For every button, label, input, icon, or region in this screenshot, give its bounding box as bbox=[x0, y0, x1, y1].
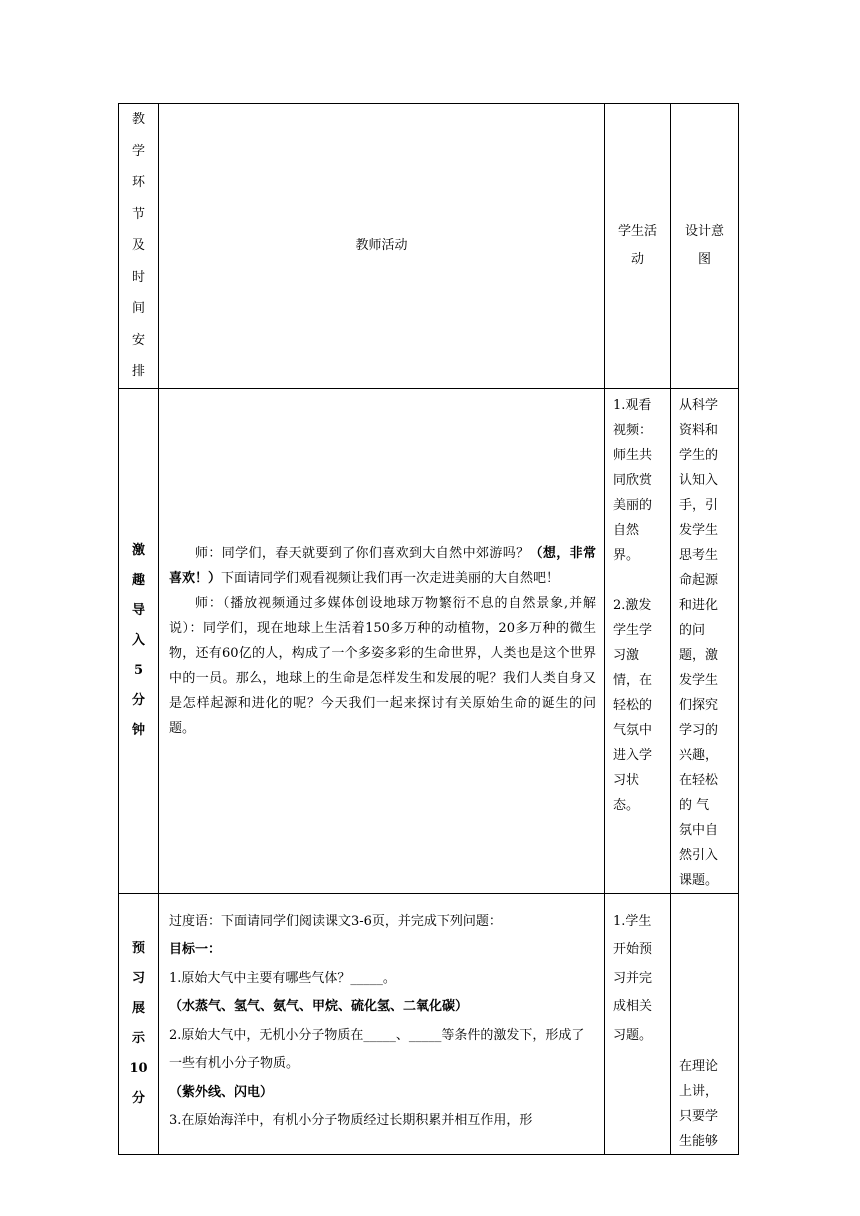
design-intent-preview bbox=[671, 893, 739, 1154]
design-intent-line: 生能够 bbox=[679, 1133, 719, 1149]
design-intent-intro bbox=[671, 388, 739, 893]
preview-line: （紫外线、闪电） bbox=[169, 1084, 274, 1100]
stage-cell-intro bbox=[119, 388, 159, 893]
student-activity-line: 同欣赏 bbox=[613, 472, 653, 488]
student-activity-line: 视频： bbox=[613, 422, 653, 438]
design-intent-line: 在理论 bbox=[679, 1058, 719, 1074]
lesson-plan-table bbox=[118, 103, 739, 1155]
teacher-paragraph bbox=[169, 541, 596, 591]
stage-char: 间 bbox=[131, 301, 145, 316]
teacher-paragraph: 师：（播放视频通过多媒体创设地球万物繁衍不息的自然景象,并解说）：同学们，现在地球上生活着150多万种的动植物，20多万种的微生物，还有60亿的人，构成了一个多姿多彩的生命世界，人类也是这个世界中的一员。那么，地球上的生命是怎样发生和发展的呢？我们人类自身又是怎样起源和进化的呢？今天我们一起来探讨有关原始生命的诞生的问题。 bbox=[169, 595, 596, 736]
stage-char: 及 bbox=[131, 238, 145, 253]
design-intent-line: 兴趣， bbox=[679, 747, 719, 763]
student-activity-line: 情，在 bbox=[613, 672, 653, 688]
design-intent-line: 发学生 bbox=[679, 672, 719, 688]
student-activity-line: 美丽的 bbox=[613, 497, 653, 513]
design-intent-line: 们探究 bbox=[679, 697, 719, 713]
stage-char: 入 bbox=[131, 632, 145, 648]
preview-line: 1.原始大气中主要有哪些气体？_____。 bbox=[169, 970, 396, 986]
header-design-intent bbox=[671, 104, 739, 389]
student-activity-line: 轻松的 bbox=[613, 697, 653, 713]
student-activity-line: 界。 bbox=[613, 547, 640, 563]
preview-line: 2.原始大气中，无机小分子物质在_____、_____等条件的激发下，形成了一些有机小分子物质。 bbox=[169, 1027, 585, 1071]
stage-char: 激 bbox=[131, 542, 145, 558]
table-row-preview bbox=[119, 893, 739, 1154]
header-design-line: 设计意 bbox=[684, 223, 724, 239]
student-activity-line: 师生共 bbox=[613, 447, 653, 463]
student-activity-intro bbox=[605, 388, 671, 893]
design-intent-line: 的 气 bbox=[679, 797, 710, 813]
stage-char: 分 bbox=[131, 1090, 145, 1106]
stage-char: 钟 bbox=[131, 722, 145, 738]
student-activity-line: 态。 bbox=[613, 797, 640, 813]
header-stage-cell bbox=[119, 104, 159, 389]
student-activity-line: 学生学 bbox=[613, 622, 653, 638]
stage-char: 10 bbox=[129, 1060, 148, 1076]
header-design-line: 图 bbox=[697, 251, 711, 267]
teacher-activity-intro bbox=[159, 388, 605, 893]
design-intent-line: 上讲， bbox=[679, 1083, 719, 1099]
preview-line: 3.在原始海洋中，有机小分子物质经过长期积累并相互作用，形 bbox=[169, 1113, 533, 1128]
design-intent-line: 在轻松 bbox=[679, 772, 719, 788]
student-activity-preview bbox=[605, 893, 671, 1154]
design-intent-line: 命起源 bbox=[679, 572, 719, 588]
student-activity-line: 习状 bbox=[613, 772, 640, 788]
student-activity-line: 1.观看 bbox=[613, 397, 652, 413]
student-activity-line bbox=[613, 568, 670, 593]
stage-char: 趣 bbox=[131, 572, 145, 588]
stage-char: 预 bbox=[131, 940, 145, 956]
preview-line: 过度语：下面请同学们阅读课文3-6页，并完成下列问题： bbox=[169, 913, 502, 929]
student-answer-text: （想，非常喜欢！） bbox=[169, 545, 596, 586]
design-intent-line: 的问 bbox=[679, 622, 706, 638]
design-intent-line: 思考生 bbox=[679, 547, 719, 563]
stage-char: 展 bbox=[131, 1000, 145, 1016]
teacher-text: 下面请同学们观看视频让我们再一次走进美丽的大自然吧！ bbox=[221, 570, 560, 586]
design-intent-line: 然引入 bbox=[679, 847, 719, 863]
design-intent-line: 和进化 bbox=[679, 597, 719, 613]
student-activity-line: 开始预 bbox=[613, 942, 653, 957]
table-row-intro bbox=[119, 388, 739, 893]
student-activity-line: 习激 bbox=[613, 647, 640, 663]
stage-char: 导 bbox=[131, 602, 145, 618]
teacher-text: 师：同学们，春天就要到了你们喜欢到大自然中郊游吗？ bbox=[195, 545, 530, 561]
student-activity-line: 2.激发 bbox=[613, 597, 652, 613]
design-intent-line: 课题。 bbox=[679, 872, 719, 888]
stage-char: 环 bbox=[131, 175, 145, 190]
student-activity-line: 习题。 bbox=[613, 1027, 653, 1043]
stage-char: 示 bbox=[131, 1030, 145, 1046]
design-intent-line: 发学生 bbox=[679, 522, 719, 538]
stage-char: 排 bbox=[131, 364, 145, 379]
design-intent-line: 手，引 bbox=[679, 497, 719, 513]
student-activity-line: 1.学生 bbox=[613, 913, 652, 929]
design-intent-line: 资料和 bbox=[679, 422, 719, 438]
design-intent-line: 氛中自 bbox=[679, 822, 719, 838]
design-intent-line: 只要学 bbox=[679, 1108, 719, 1124]
stage-char: 学 bbox=[131, 143, 145, 159]
design-intent-line: 认知入 bbox=[679, 472, 719, 488]
header-teacher-activity: 教师活动 bbox=[159, 104, 605, 389]
student-activity-line: 成相关 bbox=[613, 999, 653, 1014]
design-intent-line: 题，激 bbox=[679, 647, 719, 663]
header-student-activity bbox=[605, 104, 671, 389]
student-activity-line: 进入学 bbox=[613, 747, 653, 763]
preview-line: （水蒸气、氢气、氨气、甲烷、硫化氢、二氧化碳） bbox=[169, 999, 469, 1014]
student-activity-line: 气氛中 bbox=[613, 722, 653, 738]
design-intent-line: 学生的 bbox=[679, 447, 719, 463]
stage-char: 5 bbox=[133, 662, 144, 678]
design-intent-line: 从科学 bbox=[679, 397, 719, 413]
design-intent-line: 学习的 bbox=[679, 722, 719, 738]
header-student-line: 学生活 bbox=[617, 223, 657, 239]
stage-cell-preview bbox=[119, 893, 159, 1154]
stage-char: 时 bbox=[131, 269, 145, 285]
table-header-row bbox=[119, 104, 739, 389]
stage-char: 安 bbox=[131, 332, 145, 348]
teacher-activity-preview bbox=[159, 893, 605, 1154]
stage-char: 分 bbox=[131, 692, 145, 708]
header-student-line: 动 bbox=[630, 251, 644, 267]
student-activity-line: 习并完 bbox=[613, 970, 653, 986]
stage-char: 教 bbox=[131, 112, 145, 127]
student-activity-line: 自然 bbox=[613, 522, 640, 538]
preview-line: 目标一： bbox=[169, 942, 222, 957]
stage-char: 习 bbox=[131, 970, 145, 986]
stage-char: 节 bbox=[131, 206, 145, 222]
